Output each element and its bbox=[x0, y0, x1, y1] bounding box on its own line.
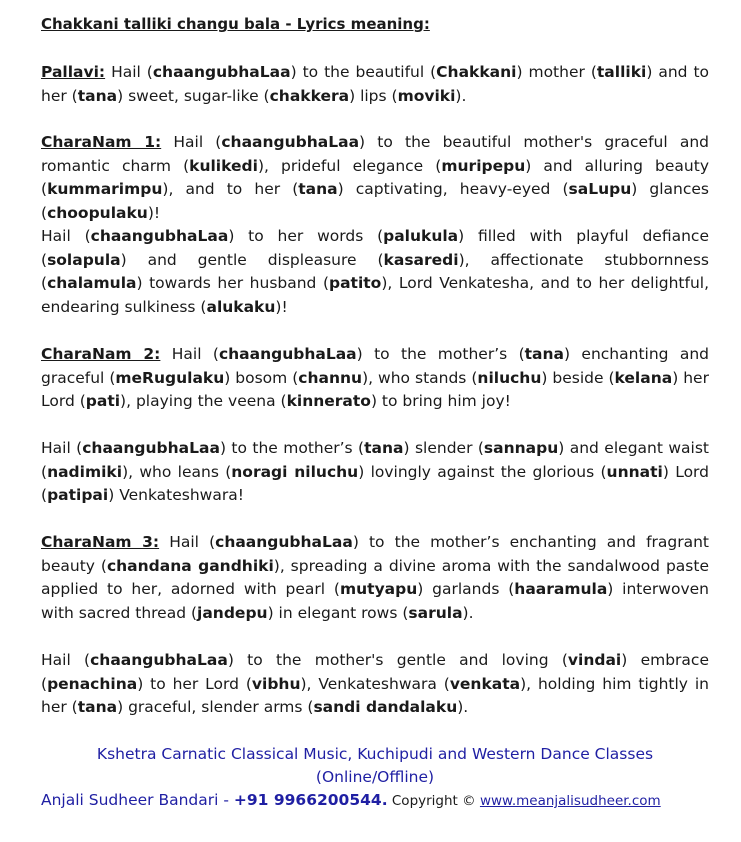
text-run: Hail ( bbox=[159, 533, 216, 551]
text-run: ) Lord ( bbox=[41, 462, 709, 504]
text-run: ) and gentle displeasure ( bbox=[120, 250, 384, 269]
text-run: ) and to her ( bbox=[41, 63, 710, 105]
text-run: ). bbox=[457, 698, 469, 716]
footer-classes-line: Kshetra Carnatic Classical Music, Kuchipudi and Western Dance Classes bbox=[96, 745, 654, 763]
text-run: ) Venkateshwara! bbox=[108, 486, 244, 504]
telugu-term: chaangubhaLaa bbox=[90, 227, 229, 245]
text-run: ) to the beautiful ( bbox=[290, 63, 437, 81]
charanam3-second-paragraph bbox=[41, 649, 709, 720]
telugu-term: palukula bbox=[383, 227, 459, 245]
telugu-term: meRugulaku bbox=[115, 368, 225, 387]
telugu-term: unnati bbox=[606, 462, 663, 481]
footer bbox=[41, 743, 709, 813]
text-run: ) beside ( bbox=[541, 368, 615, 387]
telugu-term: noragi niluchu bbox=[231, 462, 359, 481]
text-run: ) graceful, slender arms ( bbox=[117, 698, 314, 716]
telugu-term: solapula bbox=[47, 250, 121, 269]
text-run: ) garlands ( bbox=[417, 580, 515, 598]
telugu-term: niluchu bbox=[477, 368, 542, 387]
telugu-term: venkata bbox=[449, 674, 521, 693]
telugu-term: jandepu bbox=[197, 603, 268, 622]
text-run: ) sweet, sugar-like ( bbox=[117, 86, 270, 105]
charanam1-second-paragraph bbox=[41, 225, 709, 319]
charanam3-heading: CharaNam 3: bbox=[41, 533, 160, 551]
telugu-term: patito bbox=[329, 274, 382, 292]
text-run: ), affectionate stubbornness ( bbox=[41, 250, 709, 292]
telugu-term: mutyapu bbox=[339, 580, 418, 598]
text-run: ) to the beautiful mother's graceful and romantic charm ( bbox=[41, 133, 710, 175]
text-run: )! bbox=[275, 297, 288, 316]
text-run: Hail ( bbox=[41, 651, 91, 669]
text-run: ), and to her ( bbox=[162, 180, 299, 198]
text-run: ) towards her husband ( bbox=[136, 274, 329, 292]
text-run: ) lovingly against the glorious ( bbox=[358, 462, 607, 481]
text-run: ) to her Lord ( bbox=[137, 674, 252, 693]
telugu-term: vindai bbox=[567, 651, 622, 669]
text-run: ) and alluring beauty ( bbox=[41, 156, 709, 198]
telugu-term: tana bbox=[77, 86, 118, 105]
text-run: ) embrace ( bbox=[41, 651, 709, 693]
footer-contact-line bbox=[41, 789, 709, 813]
footer-phone: +91 9966200544. bbox=[233, 791, 388, 809]
telugu-term: kummarimpu bbox=[47, 180, 163, 198]
pallavi-paragraph bbox=[41, 61, 709, 108]
telugu-term: chaangubhaLaa bbox=[215, 533, 353, 551]
charanam2-second-paragraph bbox=[41, 437, 709, 508]
text-run: Hail ( bbox=[105, 63, 153, 81]
telugu-term: chandana gandhiki bbox=[106, 556, 274, 575]
telugu-term: Chakkani bbox=[436, 63, 517, 81]
telugu-term: alukaku bbox=[206, 297, 276, 316]
text-run: ), holding him tightly in her ( bbox=[41, 674, 709, 716]
text-run: ) lips ( bbox=[349, 86, 398, 105]
telugu-term: chalamula bbox=[47, 274, 137, 292]
telugu-term: haaramula bbox=[514, 580, 608, 598]
text-run: ) enchanting and graceful ( bbox=[41, 345, 710, 387]
text-run: ) interwoven with sacred thread ( bbox=[41, 580, 709, 622]
telugu-term: kasaredi bbox=[383, 250, 459, 269]
text-run: Hail ( bbox=[41, 227, 91, 245]
text-run: ), who leans ( bbox=[122, 462, 232, 481]
text-run: ), playing the veena ( bbox=[120, 392, 287, 410]
telugu-term: chaangubhaLaa bbox=[82, 439, 220, 457]
document-title: Chakkani talliki changu bala - Lyrics meaning: bbox=[41, 15, 430, 33]
telugu-term: nadimiki bbox=[47, 462, 123, 481]
telugu-term: pati bbox=[85, 392, 121, 410]
telugu-term: moviki bbox=[397, 86, 456, 105]
text-run: ) and elegant waist ( bbox=[41, 439, 709, 481]
telugu-term: chaangubhaLaa bbox=[152, 63, 291, 81]
telugu-term: patipai bbox=[47, 486, 109, 504]
text-run: ) slender ( bbox=[403, 439, 484, 457]
text-run: ) glances ( bbox=[41, 180, 709, 222]
text-run: ), prideful elegance ( bbox=[257, 156, 442, 175]
text-run: ) to the mother’s ( bbox=[356, 345, 525, 363]
text-run: ) her Lord ( bbox=[41, 368, 709, 410]
text-run: ), Venkateshwara ( bbox=[300, 674, 450, 693]
text-run: )! bbox=[147, 203, 161, 222]
telugu-term: chaangubhaLaa bbox=[218, 345, 357, 363]
telugu-term: tana bbox=[298, 180, 338, 198]
telugu-term: tana bbox=[524, 345, 564, 363]
telugu-term: chakkera bbox=[269, 86, 350, 105]
telugu-term: sarula bbox=[408, 603, 463, 622]
footer-author-name: Anjali Sudheer Bandari - bbox=[41, 791, 234, 809]
telugu-term: kulikedi bbox=[189, 156, 258, 175]
text-run: Hail ( bbox=[41, 439, 83, 457]
text-run: Hail ( bbox=[161, 133, 222, 151]
telugu-term: sandi dandalaku bbox=[313, 698, 458, 716]
telugu-term: saLupu bbox=[568, 180, 632, 198]
text-run: ) filled with playful defiance ( bbox=[41, 227, 709, 269]
telugu-term: talliki bbox=[596, 63, 647, 81]
text-run: ). bbox=[455, 86, 467, 105]
text-run: ) to the mother's gentle and loving ( bbox=[227, 651, 568, 669]
charanam3-paragraph bbox=[41, 531, 709, 625]
footer-website-link[interactable]: www.meanjalisudheer.com bbox=[479, 793, 661, 809]
text-run: ), who stands ( bbox=[362, 368, 478, 387]
text-run: ) mother ( bbox=[516, 63, 597, 81]
footer-copyright: Copyright © bbox=[387, 793, 480, 809]
telugu-term: kelana bbox=[614, 368, 673, 387]
text-run: ) to the mother’s enchanting and fragrant beauty ( bbox=[41, 533, 710, 575]
charanam1-heading: CharaNam 1: bbox=[41, 133, 162, 151]
telugu-term: penachina bbox=[47, 674, 138, 693]
telugu-term: channu bbox=[298, 368, 363, 387]
telugu-term: choopulaku bbox=[47, 203, 148, 222]
text-run: ) to her words ( bbox=[228, 227, 384, 245]
charanam2-heading: CharaNam 2: bbox=[41, 345, 161, 363]
text-run: ), Lord Venkatesha, and to her delightful, endearing sulkiness ( bbox=[41, 274, 710, 316]
telugu-term: tana bbox=[77, 698, 118, 716]
charanam2-paragraph bbox=[41, 343, 709, 414]
text-run: ), spreading a divine aroma with the sandalwood paste applied to her, adorned with pearl ( bbox=[41, 556, 709, 598]
text-run: ) bosom ( bbox=[224, 368, 299, 387]
telugu-term: sannapu bbox=[483, 439, 559, 457]
pallavi-heading: Pallavi: bbox=[41, 63, 106, 81]
text-run: ) to bring him joy! bbox=[370, 392, 511, 410]
footer-mode-line: (Online/Offline) bbox=[315, 768, 435, 786]
text-run: Hail ( bbox=[160, 345, 219, 363]
telugu-term: tana bbox=[364, 439, 404, 457]
telugu-term: vibhu bbox=[251, 674, 301, 693]
telugu-term: chaangubhaLaa bbox=[221, 133, 360, 151]
text-run: ) captivating, heavy-eyed ( bbox=[337, 180, 569, 198]
telugu-term: muripepu bbox=[441, 156, 526, 175]
text-run: ) in elegant rows ( bbox=[267, 603, 409, 622]
text-run: ). bbox=[462, 603, 474, 622]
telugu-term: kinnerato bbox=[286, 392, 371, 410]
charanam1-paragraph bbox=[41, 131, 709, 225]
text-run: ) to the mother’s ( bbox=[219, 439, 365, 457]
telugu-term: chaangubhaLaa bbox=[90, 651, 228, 669]
